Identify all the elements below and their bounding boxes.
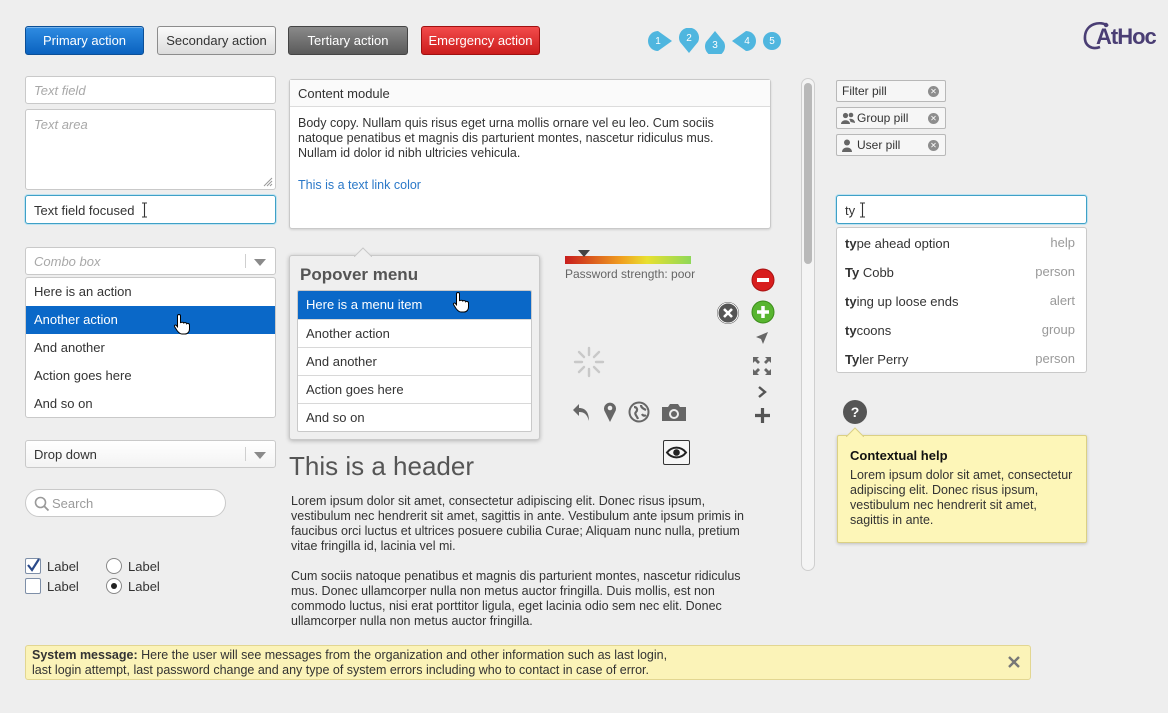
spinner-icon: [572, 345, 606, 379]
text-field[interactable]: [25, 76, 276, 104]
typeahead-value: ty: [845, 203, 856, 218]
popover-item[interactable]: Here is a menu item: [298, 291, 531, 319]
content-module-title: Content module: [290, 80, 770, 107]
combo-option[interactable]: Here is an action: [34, 284, 132, 299]
help-title: Contextual help: [850, 448, 948, 463]
result-type: help: [1050, 235, 1075, 250]
paragraph: Cum sociis natoque penatibus et magnis dis parturient montes, nascetur ridiculus mus. Donec ullamcorper nulla non metus auctor fringilla. Duis mollis, est non commodo luctus, nisi erat porttitor ligula, eget lacinia odio sem nec elit. Donec ullamcorper nulla non metus auctor fringilla.: [291, 569, 741, 628]
match-text: ty: [845, 294, 857, 309]
password-strength-label: Password strength: poor: [565, 267, 696, 281]
checkbox-checked[interactable]: [25, 558, 41, 574]
text-area-placeholder: Text area: [34, 117, 88, 132]
eye-icon: [664, 441, 689, 464]
primary-action-button[interactable]: Primary action: [25, 26, 144, 55]
typeahead-input[interactable]: [836, 195, 1087, 224]
checkbox-unchecked[interactable]: [25, 578, 41, 594]
search-placeholder: Search: [52, 496, 94, 511]
popover-item[interactable]: And so on: [298, 403, 531, 431]
help-icon-glyph: ?: [850, 404, 860, 420]
step-marker-3[interactable]: [704, 30, 726, 52]
contextual-help: [837, 435, 1087, 543]
checkbox-label: Label: [47, 579, 79, 594]
step-number: 4: [744, 35, 750, 47]
tertiary-action-button[interactable]: Tertiary action: [288, 26, 408, 55]
result-type: alert: [1049, 293, 1075, 308]
combo-option[interactable]: Action goes here: [34, 368, 132, 383]
popover-item[interactable]: And another: [298, 347, 531, 375]
step-number: 2: [686, 32, 692, 44]
text-link[interactable]: This is a text link color: [298, 178, 421, 192]
step-marker-4[interactable]: [731, 30, 753, 52]
text-cursor-icon: [859, 202, 866, 218]
eye-toggle-button[interactable]: [663, 440, 690, 465]
user-icon: [842, 139, 852, 152]
radio-label: Label: [128, 579, 160, 594]
typeahead-result[interactable]: [845, 257, 1075, 286]
popover-item[interactable]: Action goes here: [298, 375, 531, 403]
match-text: ty: [845, 323, 857, 338]
combo-option[interactable]: Another action: [26, 306, 275, 334]
match-text: Ty: [845, 265, 860, 280]
emergency-action-button[interactable]: Emergency action: [421, 26, 540, 55]
radio-unselected[interactable]: [106, 558, 122, 574]
paragraph: Lorem ipsum dolor sit amet, consectetur adipiscing elit. Donec risus ipsum, vestibulum nec hendrerit sit amet, sagittis in ante. Vestibulum ante ipsum primis in faucibus orci luctus et ultrices posuere cubilia Curae; Aliquam nunc nulla, pretium vitae fringilla id, lacinia vel mi.: [291, 494, 744, 553]
popover-item-list: [297, 290, 532, 432]
search-icon: [34, 496, 50, 512]
help-body: Lorem ipsum dolor sit amet, consectetur adipiscing elit. Donec risus ipsum, vestibulum nec hendrerit sit amet, sagittis in ante.: [850, 468, 1073, 527]
search-input[interactable]: [25, 489, 226, 517]
text-area[interactable]: [25, 109, 276, 190]
combo-box-placeholder: Combo box: [34, 254, 101, 269]
drop-down-value: Drop down: [34, 447, 97, 462]
scrollbar-thumb[interactable]: [804, 83, 812, 264]
combo-option[interactable]: And so on: [34, 396, 93, 411]
secondary-action-button[interactable]: Secondary action: [157, 26, 276, 55]
remove-pill-icon[interactable]: ✕: [928, 86, 939, 97]
focused-text-field-value: Text field focused: [34, 203, 135, 218]
expand-icon[interactable]: [752, 356, 772, 376]
resize-handle-icon[interactable]: [263, 177, 273, 187]
result-text: ing up loose ends: [856, 294, 959, 309]
typeahead-result[interactable]: [845, 315, 1075, 344]
system-message: [25, 645, 1031, 680]
close-icon[interactable]: [1008, 656, 1020, 668]
system-message-label: System message:: [32, 648, 138, 662]
content-module: [289, 79, 771, 229]
combo-option[interactable]: And another: [34, 340, 105, 355]
globe-icon[interactable]: [628, 401, 650, 423]
pill-label: User pill: [857, 138, 901, 152]
typeahead-result[interactable]: [845, 228, 1075, 257]
result-type: person: [1035, 264, 1075, 279]
result-text: ler Perry: [859, 352, 909, 367]
focused-text-field[interactable]: [25, 195, 276, 224]
plus-icon[interactable]: [754, 407, 771, 424]
filter-pill[interactable]: [836, 80, 946, 102]
user-pill[interactable]: [836, 134, 946, 156]
athoc-logo: [1082, 20, 1156, 54]
result-text: coons: [856, 323, 892, 338]
chevron-down-icon[interactable]: [245, 248, 275, 274]
step-marker-2[interactable]: [678, 28, 700, 50]
radio-selected[interactable]: [106, 578, 122, 594]
password-strength-marker: [578, 250, 590, 258]
logo-text: AtHoc: [1096, 24, 1156, 49]
navigate-arrow-icon[interactable]: [755, 331, 769, 345]
remove-icon[interactable]: [751, 268, 775, 292]
popover-menu: [289, 255, 540, 440]
text-field-placeholder: Text field: [34, 83, 86, 98]
popover-item[interactable]: Another action: [298, 319, 531, 347]
drop-down[interactable]: [25, 440, 276, 468]
remove-pill-icon[interactable]: ✕: [928, 113, 939, 124]
group-icon: [841, 112, 855, 125]
chevron-right-icon[interactable]: [756, 385, 768, 399]
undo-icon[interactable]: [571, 401, 593, 423]
combo-box-options: [25, 277, 276, 418]
step-number: 5: [769, 35, 775, 47]
group-pill[interactable]: [836, 107, 946, 129]
typeahead-result[interactable]: [845, 286, 1075, 315]
typeahead-result[interactable]: [845, 344, 1075, 373]
step-number: 1: [655, 35, 661, 47]
radio-label: Label: [128, 559, 160, 574]
hand-cursor-icon: [173, 313, 191, 335]
camera-icon[interactable]: [661, 402, 687, 422]
result-text: pe ahead option: [856, 236, 950, 251]
pill-label: Group pill: [857, 111, 909, 125]
close-icon[interactable]: [716, 301, 740, 325]
pill-label: Filter pill: [842, 84, 887, 98]
system-message-line2: last login attempt, last password change and any type of system errors including who to contact in case of error.: [32, 663, 649, 677]
system-message-line1: Here the user will see messages from the organization and other information such as last login,: [141, 648, 668, 662]
result-type: person: [1035, 351, 1075, 366]
add-icon[interactable]: [751, 300, 775, 324]
step-marker-1[interactable]: [647, 30, 669, 52]
checkmark-icon: [25, 557, 41, 573]
text-cursor-icon: [141, 202, 148, 218]
result-type: group: [1041, 322, 1075, 337]
vertical-scrollbar[interactable]: [801, 78, 815, 571]
match-text: Ty: [845, 352, 860, 367]
checkbox-label: Label: [47, 559, 79, 574]
step-marker-5[interactable]: [762, 31, 782, 51]
chevron-down-icon[interactable]: [245, 441, 275, 467]
page-header: This is a header: [289, 451, 474, 481]
help-icon[interactable]: [843, 400, 867, 424]
hand-cursor-icon: [452, 291, 470, 313]
remove-pill-icon[interactable]: ✕: [928, 140, 939, 151]
typeahead-results: [836, 227, 1087, 373]
result-text: Cobb: [859, 265, 894, 280]
popover-title: Popover menu: [300, 265, 419, 284]
match-text: ty: [845, 236, 857, 251]
content-module-body: Body copy. Nullam quis risus eget urna mollis ornare vel eu leo. Cum sociis natoque penatibus et magnis dis parturient montes, nascetur ridiculus mus. Nullam id dolor id nibh ultricies vehicula.: [298, 116, 714, 160]
step-number: 3: [712, 39, 718, 51]
combo-box[interactable]: [25, 247, 276, 275]
map-pin-icon[interactable]: [602, 401, 618, 423]
